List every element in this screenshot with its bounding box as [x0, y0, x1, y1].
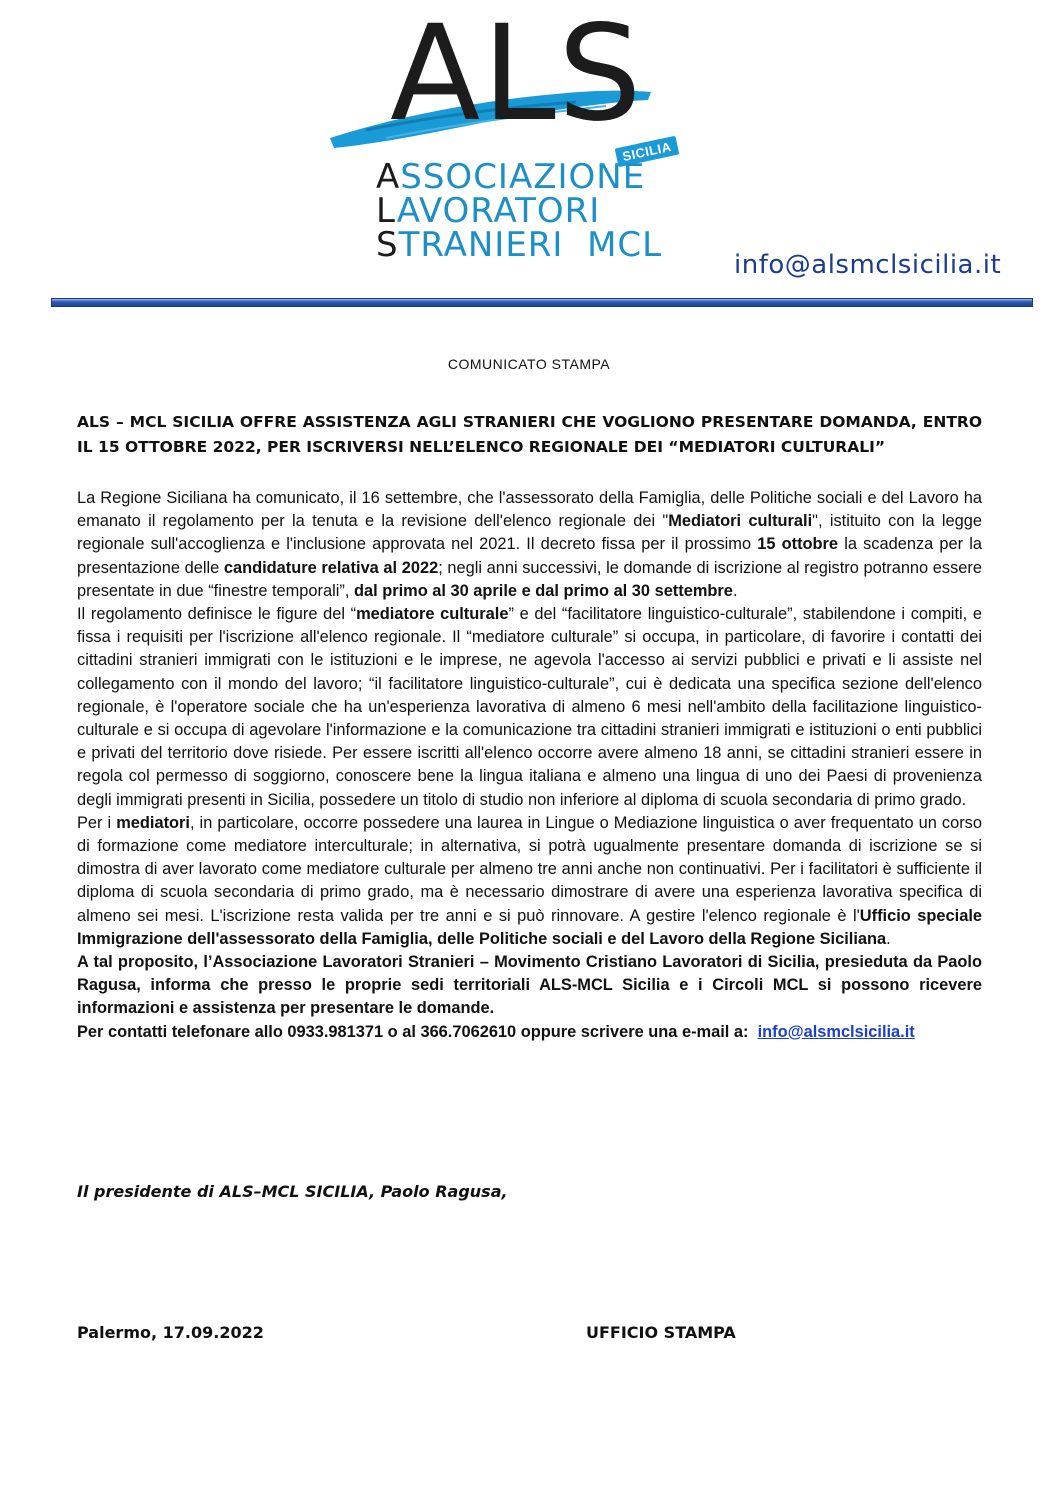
paragraph-1: La Regione Siciliana ha comunicato, il 16 settembre, che l'assessorato della Famiglia, delle Politiche sociali e del Lavoro ha emanato il regolamento per la tenuta e la revisione dell'elenco regionale dei "Mediatori culturali", istituito con la legge regionale sull'accoglienza e l'inclusione approvata nel 2021. Il decreto fissa per il prossimo 15 ottobre la scadenza per la presentazione delle candidature relativa al 2022; negli anni successivi, le domande di iscrizione al registro potranno essere presentate in due “finestre temporali”, dal primo al 30 aprile e dal primo al 30 settembre. [77, 489, 982, 600]
document-label: COMUNICATO STAMPA [447, 356, 611, 372]
contact-email-link[interactable]: info@alsmclsicilia.it [757, 1022, 915, 1041]
paragraph-4: A tal proposito, l’Associazione Lavoratori Stranieri – Movimento Cristiano Lavoratori di Sicilia, presieduta da Paolo Ragusa, informa che presso le proprie sedi territoriali ALS-MCL Sicilia e i Circoli MCL si possono ricevere informazioni e assistenza per presentare le domande. [77, 953, 982, 1018]
logo-name-line: ASSOCIAZIONE [376, 157, 646, 197]
press-release-body [77, 487, 982, 1044]
contact-paragraph: Per contatti telefonare allo 0933.981371 o al 366.7062610 oppure scrivere una e-mail a: info@alsmclsicilia.it [77, 1022, 915, 1041]
logo [326, 0, 673, 265]
place-date: Palermo, 17.09.2022 [77, 1323, 264, 1342]
headline: ALS – MCL SICILIA OFFRE ASSISTENZA AGLI STRANIERI CHE VOGLIONO PRESENTARE DOMANDA, ENTRO IL 15 OTTOBRE 2022, PER ISCRIVERSI NELL’ELENCO REGIONALE DEI “MEDIATORI CULTURALI” [77, 413, 982, 456]
paragraph-3: Per i mediatori, in particolare, occorre possedere una laurea in Lingue o Mediazione linguistica o aver frequentato un corso di formazione come mediatore interculturale; in alternativa, si potrà ugualmente presentare domanda di iscrizione se si dimostra di aver lavorato come mediatore culturale per almeno tre anni anche non continuativi. Per i facilitatori è sufficiente il diploma di scuola secondaria di primo grado, ma è necessario dimostrare di avere una esperienza lavorativa specifica di almeno sei mesi. L'iscrizione resta valida per tre anni e si può rinnovare. A gestire l'elenco regionale è l'Ufficio speciale Immigrazione dell'assessorato della Famiglia, delle Politiche sociali e del Lavoro della Regione Siciliana. [77, 813, 982, 948]
header-divider [51, 298, 1033, 307]
logo-organization-name [376, 157, 666, 265]
press-office: UFFICIO STAMPA [586, 1323, 736, 1342]
signature: Il presidente di ALS–MCL SICILIA, Paolo Ragusa, [77, 1182, 508, 1201]
logo-acronym: ALS [390, 0, 644, 151]
paragraph-2: Il regolamento definisce le figure del “mediatore culturale” e del “facilitatore linguistico-culturale”, stabilendone i compiti, e fissa i requisiti per l'iscrizione all'elenco regionale. Il “mediatore culturale” si occupa, in particolare, di favorire i contatti dei cittadini stranieri immigrati con le istituzioni e le imprese, ne agevola l'accesso ai servizi pubblici e privati e li assiste nel collegamento con il mondo del lavoro; “il facilitatore linguistico-culturale”, cui è dedicata una specifica sezione dell'elenco regionale, è l'operatore sociale che ha un'esperienza lavorativa di almeno 6 mesi nell'ambito della facilitazione linguistico-culturale e si occupa di agevolare l'informazione e la comunicazione tra cittadini stranieri immigrati e istituzioni o enti pubblici e privati del territorio dove risiede. Per essere iscritti all'elenco occorre avere almeno 18 anni, se cittadini stranieri essere in regola col permesso di soggiorno, conoscere bene la lingua italiana e almeno una lingua di uno dei Paesi di provenienza degli immigrati presenti in Sicilia, possedere un titolo di studio non inferiore al diploma di scuola secondaria di primo grado. [77, 605, 982, 809]
header-email: info@alsmclsicilia.it [734, 250, 1002, 280]
logo-name-line: STRANIERI MCL [376, 225, 663, 265]
logo-region-badge: SICILIA [615, 136, 679, 167]
logo-name-line: LAVORATORI [376, 191, 601, 231]
